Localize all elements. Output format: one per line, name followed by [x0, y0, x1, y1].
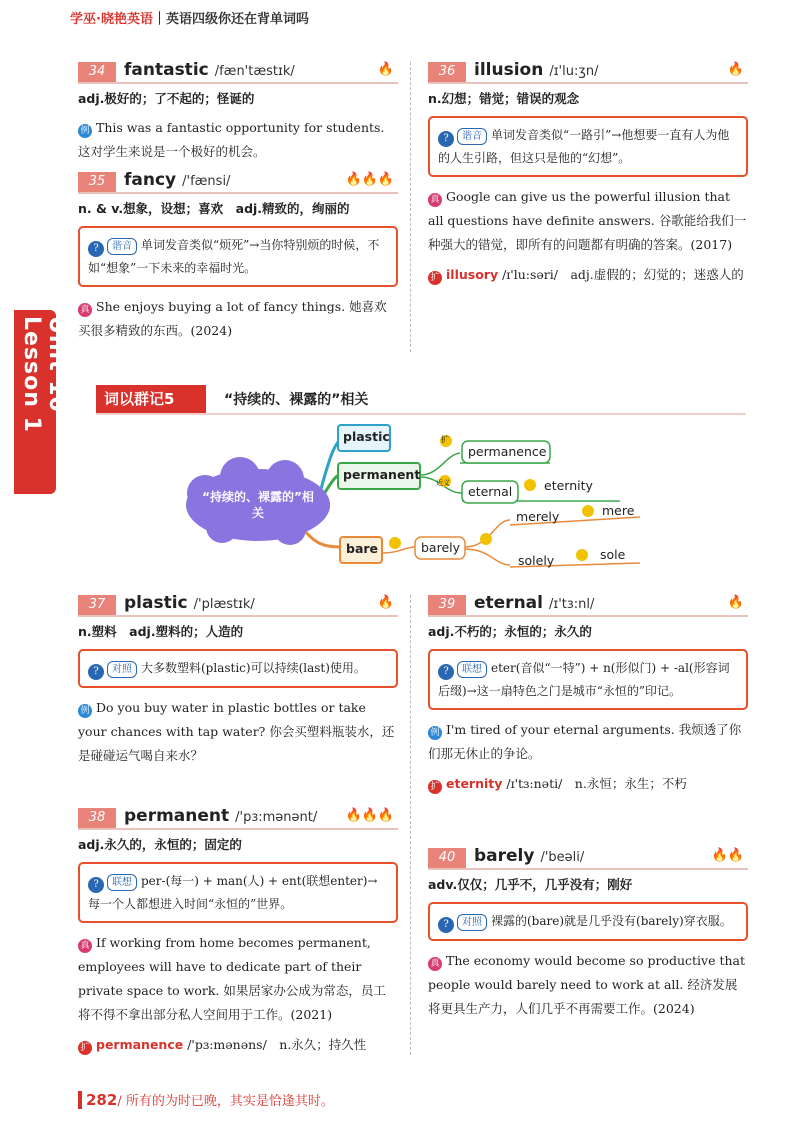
unit-label: Unit 10 Lesson 1 [19, 316, 69, 433]
exam-icon: 真 [428, 957, 442, 971]
page-header: 学巫·晓艳英语｜英语四级你还在背单词吗 [70, 12, 309, 27]
entry-number: 34 [78, 62, 116, 82]
node-barely-label: barely [421, 540, 461, 555]
node-eternity-label: eternity [544, 478, 593, 493]
entry-number: 40 [428, 848, 466, 868]
exam-icon: 真 [78, 303, 92, 317]
frequency-fire-icon: 🔥 [727, 62, 744, 77]
lightbulb-icon: ? [88, 241, 104, 257]
memory-tip-box: ? 联想 per-(每一) + man(人) + ent(联想enter)→每一个人都想进入时间“永恒的”世界。 [78, 862, 398, 923]
definition: adj.永久的，永恒的；固定的 [78, 837, 242, 852]
center-label: “持续的、裸露的”相关 [202, 490, 314, 520]
example-icon: 例 [78, 704, 92, 718]
phonetic: /fæn'tæstɪk/ [214, 64, 295, 79]
entry-permanent [78, 808, 398, 1057]
phonetic: /'pɜ:mənənt/ [235, 810, 318, 825]
lightbulb-icon: ? [88, 877, 104, 893]
entry-number: 37 [78, 595, 116, 615]
phonetic: /ɪ'tɜ:nl/ [548, 597, 595, 612]
word-header [78, 808, 398, 830]
exam-sentence: 真 If working from home becomes permanent, employees will have to dedicate part of their private space to work. 如果居家办公成为常态，员工将不得不拿出部分私人空间用于工作。(2021) [78, 935, 386, 1022]
tip-tag: 联想 [457, 661, 487, 678]
lightbulb-icon: ? [438, 917, 454, 933]
headword: barely /'beəli/ [474, 846, 585, 866]
lightbulb-icon: ? [438, 664, 454, 680]
extension: 扩 permanence /'pɜ:mənəns/ n.永久；持久性 [78, 1033, 398, 1057]
brand: 学巫·晓艳英语 [70, 12, 153, 27]
tip-tag: 谐音 [457, 128, 487, 145]
tag-kuo: 扩 [441, 435, 449, 444]
entry-barely [428, 848, 748, 1027]
lightbulb-icon: ? [438, 131, 454, 147]
word-header [428, 62, 748, 84]
definition: n.幻想；错觉；错误的观念 [428, 91, 580, 106]
phonetic: /ɪ'lu:ʒn/ [549, 64, 599, 79]
phonetic: /'fænsi/ [182, 174, 231, 189]
footer-slogan: 所有的为时已晚，其实是恰逢其时。 [125, 1094, 334, 1109]
entry-number: 35 [78, 172, 116, 192]
tip-tag: 对照 [457, 914, 487, 931]
entry-fantastic [78, 62, 398, 170]
definition: n. & v.想象，设想；喜欢 adj.精致的，绚丽的 [78, 201, 350, 216]
node-plastic-label: plastic [343, 429, 390, 444]
word-header [78, 172, 398, 194]
node-eternal-label: eternal [468, 484, 513, 499]
word-header [428, 595, 748, 617]
headword: fantastic /fæn'tæstɪk/ [124, 60, 295, 80]
entry-number: 36 [428, 62, 466, 82]
headword: fancy /'fænsi/ [124, 170, 231, 190]
frequency-fire-icon: 🔥🔥🔥 [345, 172, 394, 187]
memory-tip-box: ? 谐音 单词发音类似“一路引”→他想要一直有人为他的人生引路，但这只是他的“幻想”。 [428, 116, 748, 177]
frequency-fire-icon: 🔥 [727, 595, 744, 610]
mind-map-labels [0, 415, 800, 595]
entry-number: 38 [78, 808, 116, 828]
memory-tip-box: ? 谐音 单词发音类似“烦死”→当你特别烦的时候，不如“想象”一下未来的幸福时光。 [78, 226, 398, 287]
definition: n.塑料 adj.塑料的；人造的 [78, 624, 244, 639]
entry-number: 39 [428, 595, 466, 615]
node-sole-label: sole [600, 547, 626, 562]
node-permanence-label: permanence [468, 444, 547, 459]
word-header [78, 595, 398, 617]
frequency-fire-icon: 🔥 [377, 62, 394, 77]
example-sentence: 例 This was a fantastic opportunity for students. 这对学生来说是一个极好的机会。 [78, 120, 385, 159]
example-sentence: 例 Do you buy water in plastic bottles or take your chances with tap water? 你会买塑料瓶装水，还是碰碰运气喝自来水？ [78, 700, 395, 763]
column-divider-bottom [410, 595, 411, 1055]
extension-icon: 扩 [428, 271, 442, 285]
tag-jinyi: 近义 [436, 479, 450, 487]
tip-tag: 联想 [107, 874, 137, 891]
exam-sentence: 真 The economy would become so productive that people would barely need to work at all. 经济发展将更具生产力，人们几乎不再需要工作。(2024) [428, 953, 746, 1016]
example-icon: 例 [428, 726, 442, 740]
tip-tag: 对照 [107, 661, 137, 678]
memory-tip-box: ? 对照 裸露的(bare)就是几乎没有(barely)穿衣服。 [428, 902, 748, 941]
book-title: 英语四级你还在背单词吗 [165, 12, 309, 27]
node-solely-label: solely [518, 553, 555, 568]
headword: eternal /ɪ'tɜ:nl/ [474, 593, 595, 613]
exam-sentence: 真 She enjoys buying a lot of fancy things. 她喜欢买很多精致的东西。(2024) [78, 299, 387, 338]
headword: plastic /'plæstɪk/ [124, 593, 255, 613]
definition: adv.仅仅；几乎不，几乎没有；刚好 [428, 877, 633, 892]
word-header [78, 62, 398, 84]
lightbulb-icon: ? [88, 664, 104, 680]
entry-fancy [78, 172, 398, 349]
entry-plastic [78, 595, 398, 774]
group-title: “持续的、裸露的”相关 [224, 392, 369, 408]
frequency-fire-icon: 🔥🔥🔥 [345, 808, 394, 823]
phonetic: /'plæstɪk/ [193, 597, 255, 612]
entry-illusion [428, 62, 748, 287]
group-label: 词以群记5 [96, 385, 206, 413]
tip-tag: 谐音 [107, 238, 137, 255]
phonetic: /'beəli/ [540, 850, 585, 865]
entry-eternal [428, 595, 748, 796]
extension: 扩 eternity /ɪ'tɜ:nəti/ n.永恒；永生；不朽 [428, 772, 748, 796]
page-footer: 282/ 所有的为时已晚，其实是恰逢其时。 [78, 1090, 334, 1109]
definition: adj.极好的；了不起的；怪诞的 [78, 91, 255, 106]
exam-icon: 真 [428, 193, 442, 207]
extension-icon: 扩 [428, 780, 442, 794]
headword: permanent /'pɜ:mənənt/ [124, 806, 318, 826]
exam-icon: 真 [78, 939, 92, 953]
example-icon: 例 [78, 124, 92, 138]
node-mere-label: mere [602, 503, 635, 518]
example-sentence: 例 I'm tired of your eternal arguments. 我烦透了你们那无休止的争论。 [428, 722, 742, 761]
node-merely-label: merely [516, 509, 560, 524]
memory-tip-box: ? 对照 大多数塑料(plastic)可以持续(last)使用。 [78, 649, 398, 688]
page-number: 282 [78, 1091, 117, 1109]
exam-sentence: 真 Google can give us the powerful illusion that all questions have definite answers. 谷歌能给我们一种强大的错觉，即所有的问题都有明确的答案。(2017) [428, 189, 747, 252]
definition: adj.不朽的；永恒的；永久的 [428, 624, 592, 639]
frequency-fire-icon: 🔥🔥 [711, 848, 744, 863]
memory-tip-box: ? 联想 eter(音似“一特”) + n(形似门) + -al(形容词后缀)→这一扇特色之门是城市“永恒的”印记。 [428, 649, 748, 710]
frequency-fire-icon: 🔥 [377, 595, 394, 610]
node-bare-label: bare [346, 541, 379, 556]
word-header [428, 848, 748, 870]
group-heading [96, 385, 746, 415]
headword: illusion /ɪ'lu:ʒn/ [474, 60, 599, 80]
extension-icon: 扩 [78, 1041, 92, 1055]
extension: 扩 illusory /ɪ'lu:səri/ adj.虚假的；幻觉的；迷惑人的 [428, 263, 748, 287]
column-divider-top [410, 62, 411, 352]
node-permanent-label: permanent [343, 467, 421, 482]
